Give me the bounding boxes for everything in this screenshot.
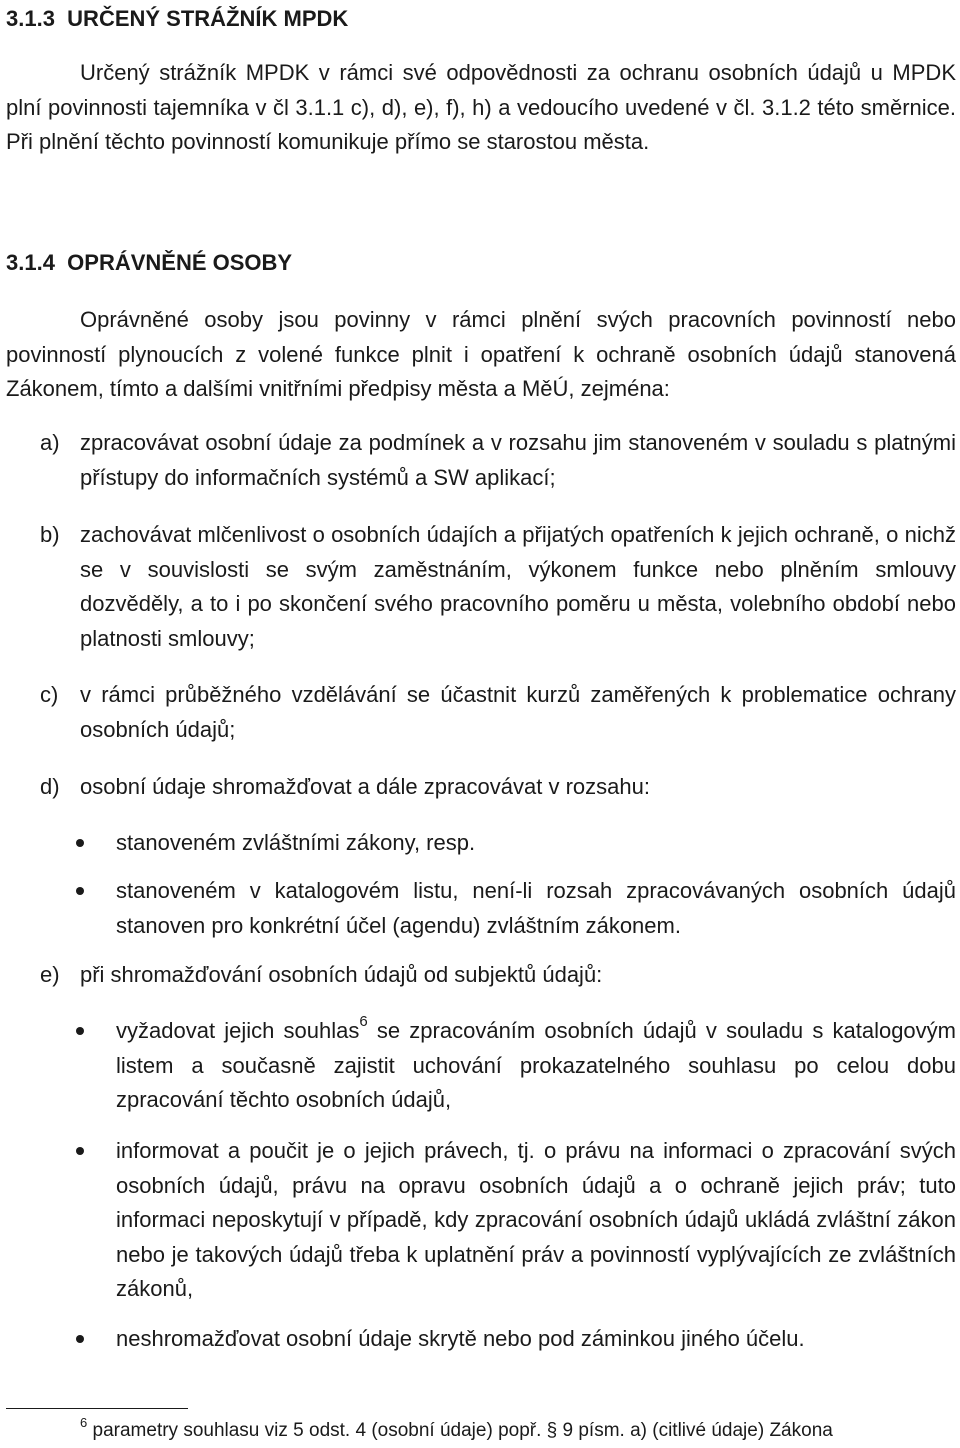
footnote-reference: 6 (359, 1013, 368, 1030)
section-title: OPRÁVNĚNÉ OSOBY (67, 250, 293, 275)
section-number: 3.1.4 (6, 250, 55, 275)
bullet-item (76, 1134, 956, 1307)
list-item-text: osobní údaje shromažďovat a dále zpracovávat v rozsahu: (80, 774, 650, 799)
list-item-text: zachovávat mlčenlivost o osobních údajích a přijatých opatřeních k jejich ochraně, o nichž se v souvislosti se svým zaměstnáním, výkonem funkce nebo plněním smlouvy dozvěděly, a to i po skončení svého pracovního poměru u města, volebního období nebo platnosti smlouvy; (80, 522, 956, 651)
bullet-item (76, 826, 956, 861)
list-item-c (6, 678, 956, 747)
bullet-item (76, 874, 956, 943)
bullet-item (76, 1014, 956, 1118)
bullet-text-start: vyžadovat jejich souhlas (116, 1018, 360, 1043)
list-item-text: v rámci průběžného vzdělávání se účastnit kurzů zaměřených k problematice ochrany osobních údajů; (80, 682, 956, 742)
list-item-text: při shromažďování osobních údajů od subjektů údajů: (80, 962, 603, 987)
footnote-text: parametry souhlasu viz 5 odst. 4 (osobní údaje) popř. § 9 písm. a) (citlivé údaje) Zákona (92, 1420, 833, 1441)
bullet-text: informovat a poučit je o jejich právech, tj. o právu na informaci o zpracování svých osobních údajů, právu na opravu osobních údajů a o ochraně jejich práv; tuto informaci neposkytují v případě, kdy zpracování osobních údajů ukládá zvláštní zákon nebo je takových údajů třeba k uplatnění práv a povinností vyplývajících ze zvláštních zákonů, (116, 1138, 956, 1301)
list-item-b (6, 518, 956, 656)
list-item-a (6, 426, 956, 495)
list-item-label: a) (40, 430, 60, 455)
bullet-text (116, 1014, 956, 1118)
section-number: 3.1.3 (6, 6, 55, 31)
bullet-text: stanoveném zvláštními zákony, resp. (116, 830, 476, 855)
bullet-icon (76, 1027, 84, 1035)
bullet-item (76, 1322, 956, 1357)
list-item-text: zpracovávat osobní údaje za podmínek a v rozsahu jim stanoveném v souladu s platnými přístupy do informačních systémů a SW aplikací; (80, 430, 956, 490)
list-item-d (6, 770, 956, 805)
bullet-text: neshromažďovat osobní údaje skrytě nebo pod záminkou jiného účelu. (116, 1326, 805, 1351)
footnote (80, 1416, 833, 1446)
list-item-label: d) (40, 774, 60, 799)
section-intro: Oprávněné osoby jsou povinny v rámci plnění svých pracovních povinností nebo povinností plynoucích z volené funkce plnit i opatření k ochraně osobních údajů stanovená Zákonem, tímto a dalšími vnitřními předpisy města a MěÚ, zejména: (6, 307, 956, 401)
bullet-text: stanoveném v katalogovém listu, není-li rozsah zpracovávaných osobních údajů stanoven pro konkrétní účel (agendu) zvláštním zákonem. (116, 878, 956, 938)
footnote-number: 6 (80, 1415, 88, 1430)
bullet-icon (76, 839, 84, 847)
bullet-text-end: se zpracováním osobních údajů v souladu s katalogovým listem a současně zajistit uchování prokazatelného souhlasu po celou dobu zpracování těchto osobních údajů, (116, 1018, 956, 1112)
bullet-icon (76, 1147, 84, 1155)
list-item-label: b) (40, 522, 60, 547)
footnote-separator (6, 1408, 188, 1409)
bullet-icon (76, 887, 84, 895)
section-paragraph: Určený strážník MPDK v rámci své odpovědnosti za ochranu osobních údajů u MPDK plní povinnosti tajemníka v čl 3.1.1 c), d), e), f), h) a vedoucího uvedené v čl. 3.1.2 této směrnice. Při plnění těchto povinností komunikuje přímo se starostou města. (6, 60, 956, 154)
bullet-icon (76, 1335, 84, 1343)
section-heading-3-1-4 (6, 250, 292, 276)
section-heading-3-1-3 (6, 6, 348, 32)
list-item-label: c) (40, 682, 59, 707)
list-item-e (6, 958, 956, 993)
section-title: URČENÝ STRÁŽNÍK MPDK (67, 6, 349, 31)
list-item-label: e) (40, 962, 60, 987)
